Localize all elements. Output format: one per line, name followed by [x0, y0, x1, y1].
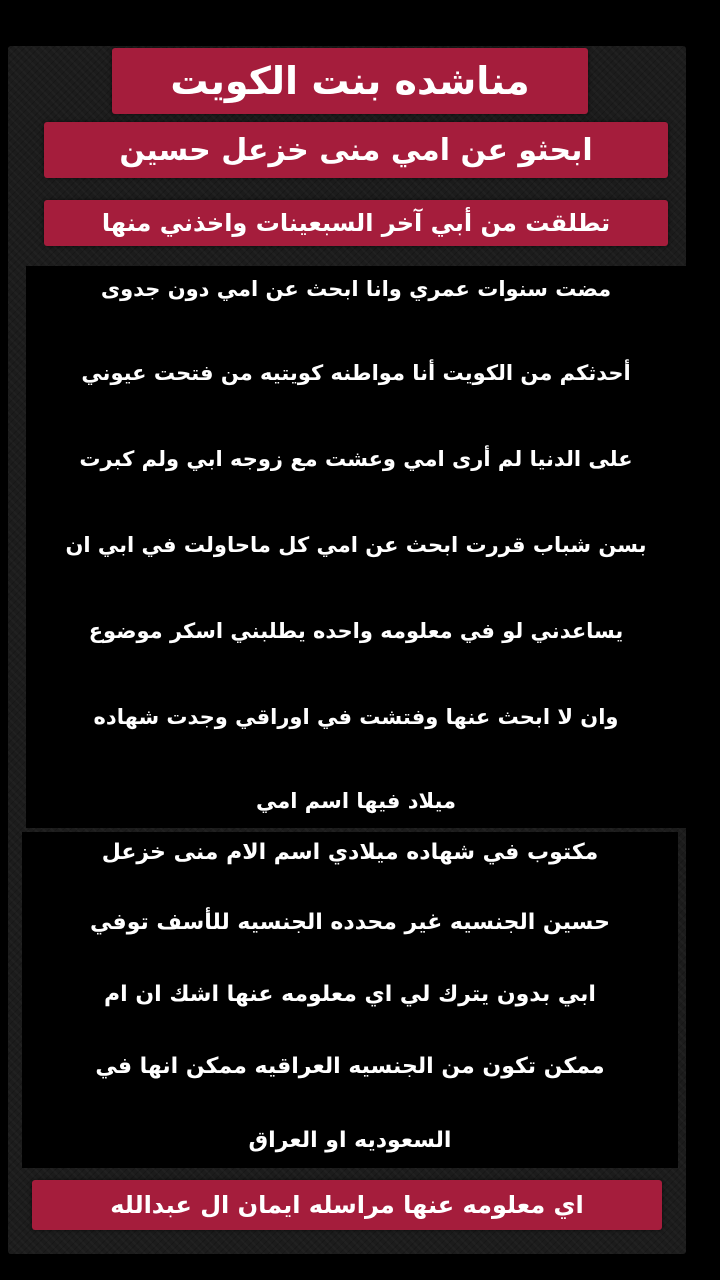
story-line: ميلاد فيها اسم امي [255, 789, 457, 813]
mother-name-banner [44, 122, 668, 178]
mother-name-heading: ابحثو عن امي منى خزعل حسين [119, 132, 593, 168]
contact-banner [32, 1180, 662, 1230]
story-line: مضت سنوات عمري وانا ابحث عن امي دون جدوى [100, 277, 612, 301]
story-box-1 [26, 266, 686, 828]
contact-text: اي معلومه عنها مراسله ايمان ال عبدالله [110, 1191, 584, 1219]
story-box-2 [22, 832, 678, 1168]
appeal-title-banner [112, 48, 588, 114]
story-line: يساعدني لو في معلومه واحده يطلبني اسكر موضوع [88, 619, 624, 643]
story-line: بسن شباب قررت ابحث عن امي كل ماحاولت في ابي ان [65, 533, 647, 557]
story-line: أحدثكم من الكويت أنا مواطنه كويتيه من فتحت عيوني [81, 361, 631, 385]
appeal-title: مناشده بنت الكويت [170, 59, 530, 103]
story-line: مكتوب في شهاده ميلادي اسم الام منى خزعل [101, 840, 599, 865]
divorce-note-banner [44, 200, 668, 246]
story-line: على الدنيا لم أرى امي وعشت مع زوجه ابي ولم كبرت [79, 447, 633, 471]
divorce-note: تطلقت من أبي آخر السبعينات واخذني منها [101, 209, 611, 237]
story-line: وان لا ابحث عنها وفتشت في اوراقي وجدت شهاده [93, 705, 619, 729]
story-line: ممكن تكون من الجنسيه العراقيه ممكن انها في [95, 1054, 605, 1079]
story-line: حسين الجنسيه غير محدده الجنسيه للأسف توفي [90, 910, 610, 935]
story-line: السعوديه او العراق [248, 1128, 452, 1153]
story-line: ابي بدون يترك لي اي معلومه عنها اشك ان ام [104, 982, 596, 1007]
